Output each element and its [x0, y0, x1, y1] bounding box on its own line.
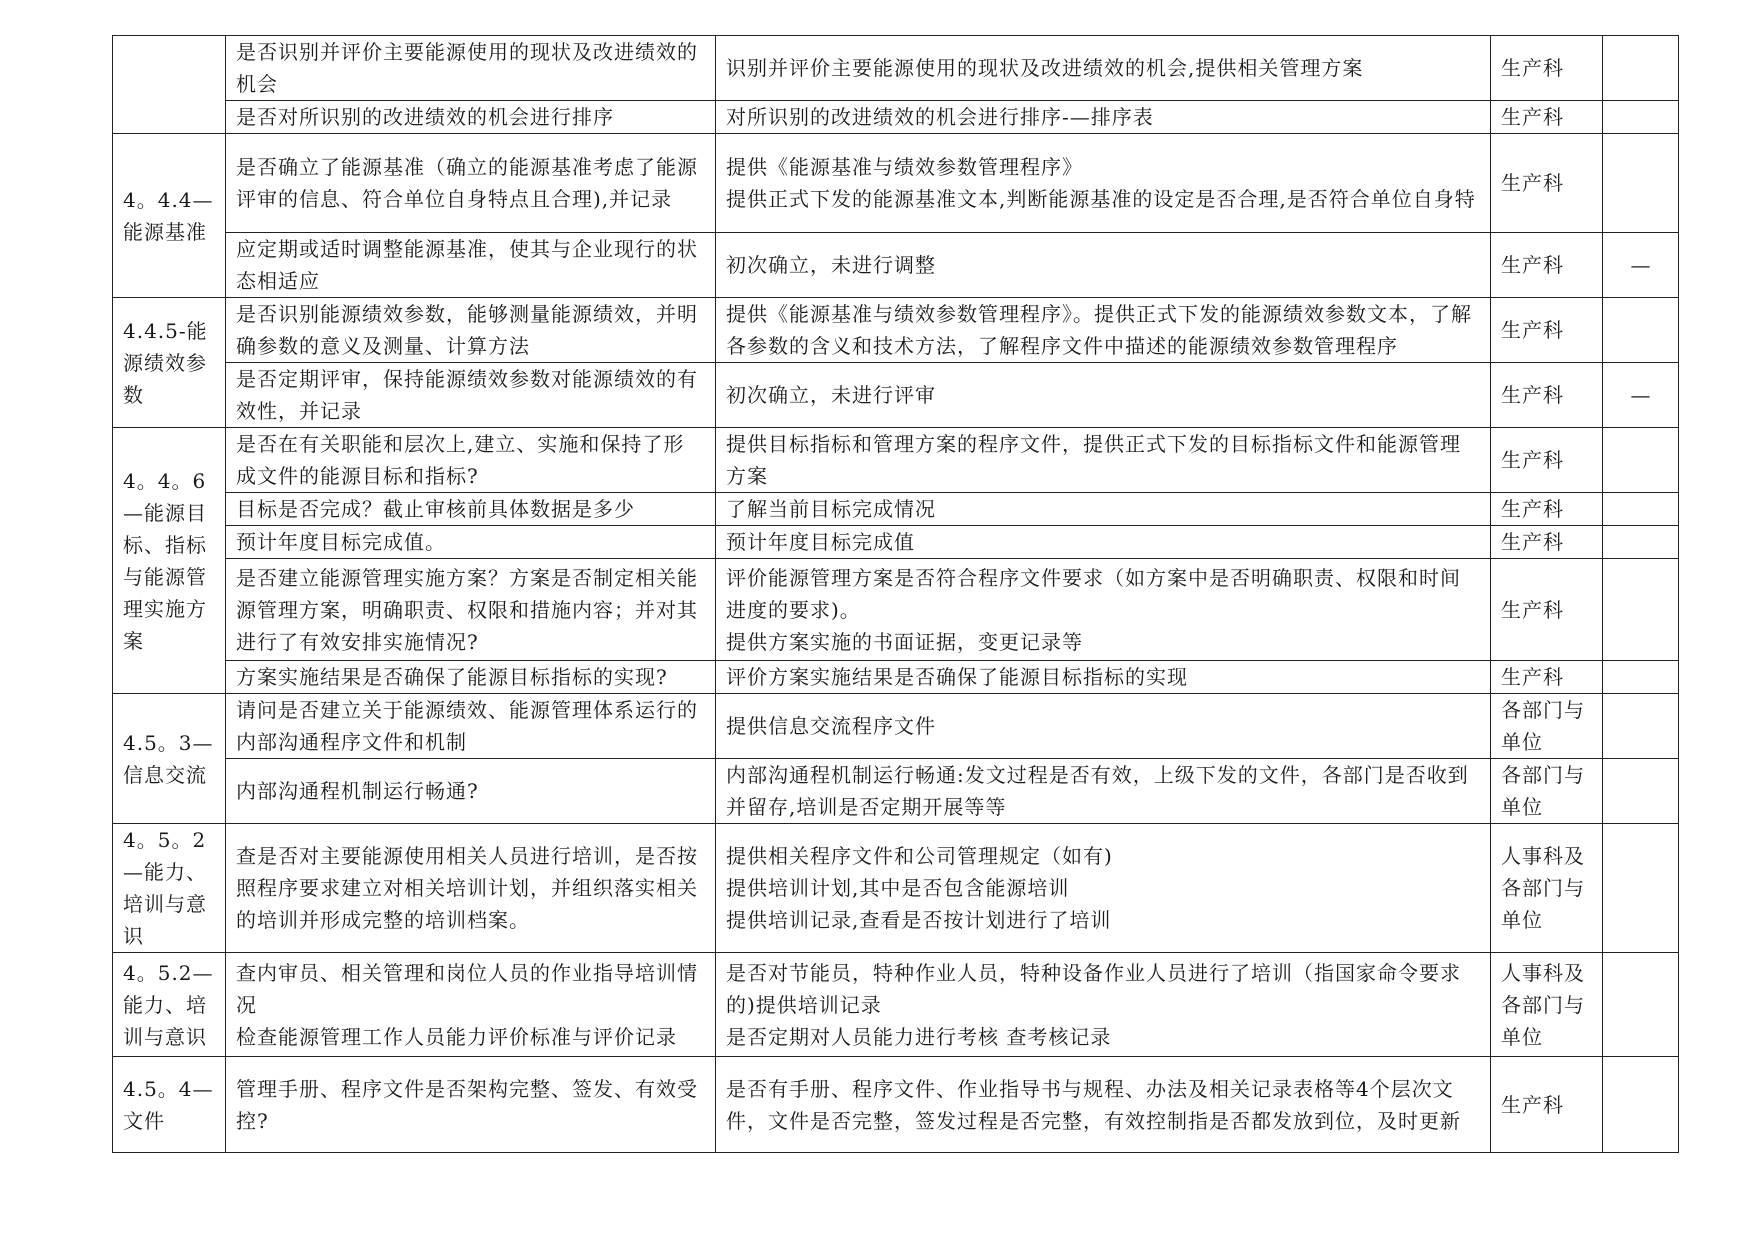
dept-cell: 生产科	[1491, 134, 1603, 233]
mark-cell	[1603, 36, 1679, 101]
evidence-cell	[716, 428, 1491, 493]
mark-cell	[1603, 953, 1679, 1057]
evidence-cell	[716, 1057, 1491, 1153]
question-cell: 请问是否建立关于能源绩效、能源管理体系运行的内部沟通程序文件和机制	[226, 694, 716, 759]
table-row	[113, 428, 1679, 493]
evidence-line: 提供培训记录,查看是否按计划进行了培训	[726, 908, 1112, 932]
evidence-line: 提供正式下发的能源基准文本,判断能源基准的设定是否合理,是否符合单位自身特	[726, 187, 1476, 211]
mark-cell	[1603, 694, 1679, 759]
evidence-line: 提供培训计划,其中是否包含能源培训	[726, 876, 1070, 900]
mark-cell	[1603, 101, 1679, 134]
dept-cell: 生产科	[1491, 298, 1603, 363]
question-cell: 管理手册、程序文件是否架构完整、签发、有效受控?	[226, 1057, 716, 1153]
evidence-line: 评价方案实施结果是否确保了能源目标指标的实现	[726, 665, 1188, 689]
mark-cell	[1603, 428, 1679, 493]
question-cell: 是否在有关职能和层次上,建立、实施和保持了形成文件的能源目标和指标?	[226, 428, 716, 493]
evidence-cell	[716, 36, 1491, 101]
table-row	[113, 298, 1679, 363]
table-row	[113, 233, 1679, 298]
evidence-line: 提供《能源基准与绩效参数管理程序》。提供正式下发的能源绩效参数文本，了解各参数的含义和技术方法，了解程序文件中描述的能源绩效参数管理程序	[726, 302, 1472, 358]
evidence-cell	[716, 824, 1491, 953]
mark-cell	[1603, 759, 1679, 824]
table-row	[113, 101, 1679, 134]
clause-cell	[113, 36, 226, 134]
table-row	[113, 526, 1679, 559]
table-row	[113, 1057, 1679, 1153]
mark-cell	[1603, 526, 1679, 559]
evidence-cell	[716, 953, 1491, 1057]
table-row	[113, 759, 1679, 824]
evidence-cell	[716, 101, 1491, 134]
question-cell: 查是否对主要能源使用相关人员进行培训，是否按照程序要求建立对相关培训计划，并组织落实相关的培训并形成完整的培训档案。	[226, 824, 716, 953]
mark-cell	[1603, 824, 1679, 953]
table-row	[113, 363, 1679, 428]
question-cell: 是否定期评审，保持能源绩效参数对能源绩效的有效性，并记录	[226, 363, 716, 428]
mark-cell	[1603, 298, 1679, 363]
question-cell: 查内审员、相关管理和岗位人员的作业指导培训情况 检查能源管理工作人员能力评价标准与评价记录	[226, 953, 716, 1057]
evidence-line: 对所识别的改进绩效的机会进行排序-—排序表	[726, 105, 1154, 129]
question-cell: 是否确立了能源基准（确立的能源基准考虑了能源评审的信息、符合单位自身特点且合理),并记录	[226, 134, 716, 233]
table-row	[113, 824, 1679, 953]
mark-cell	[1603, 493, 1679, 526]
audit-checklist	[112, 35, 1678, 1153]
question-cell: 预计年度目标完成值。	[226, 526, 716, 559]
table-row	[113, 559, 1679, 661]
evidence-line: 是否对节能员，特种作业人员，特种设备作业人员进行了培训（指国家命令要求的)提供培训记录	[726, 960, 1461, 1017]
evidence-cell	[716, 298, 1491, 363]
evidence-line: 提供信息交流程序文件	[726, 714, 936, 738]
table-row	[113, 36, 1679, 101]
clause-cell: 4。5.2—能力、培训与意识	[113, 953, 226, 1057]
evidence-line: 提供相关程序文件和公司管理规定（如有)	[726, 844, 1113, 868]
question-cell: 是否对所识别的改进绩效的机会进行排序	[226, 101, 716, 134]
question-cell: 目标是否完成？截止审核前具体数据是多少	[226, 493, 716, 526]
table-row	[113, 661, 1679, 694]
clause-cell: 4.4.5-能源绩效参数	[113, 298, 226, 428]
dept-cell: 各部门与单位	[1491, 759, 1603, 824]
evidence-cell	[716, 559, 1491, 661]
mark-cell: —	[1603, 363, 1679, 428]
evidence-line: 提供目标指标和管理方案的程序文件，提供正式下发的目标指标文件和能源管理方案	[726, 432, 1461, 488]
evidence-line: 是否有手册、程序文件、作业指导书与规程、办法及相关记录表格等4个层次文件，文件是否完整，签发过程是否完整，有效控制指是否都发放到位，及时更新	[726, 1076, 1461, 1133]
dept-cell: 生产科	[1491, 661, 1603, 694]
evidence-cell	[716, 233, 1491, 298]
clause-cell: 4。4。6—能源目标、指标与能源管理实施方案	[113, 428, 226, 694]
evidence-line: 评价能源管理方案是否符合程序文件要求（如方案中是否明确职责、权限和时间进度的要求)。	[726, 565, 1461, 622]
evidence-cell	[716, 526, 1491, 559]
evidence-cell	[716, 134, 1491, 233]
dept-cell: 生产科	[1491, 36, 1603, 101]
dept-cell: 各部门与单位	[1491, 694, 1603, 759]
question-cell: 内部沟通程机制运行畅通?	[226, 759, 716, 824]
clause-cell: 4。5。2—能力、培训与意识	[113, 824, 226, 953]
evidence-line: 是否定期对人员能力进行考核 查考核记录	[726, 1024, 1112, 1049]
evidence-line: 初次确立，未进行评审	[726, 383, 936, 407]
question-cell: 方案实施结果是否确保了能源目标指标的实现?	[226, 661, 716, 694]
clause-cell: 4.5。3—信息交流	[113, 694, 226, 824]
question-cell: 是否识别并评价主要能源使用的现状及改进绩效的机会	[226, 36, 716, 101]
question-cell: 是否建立能源管理实施方案？方案是否制定相关能源管理方案，明确职责、权限和措施内容；并对其进行了有效安排实施情况?	[226, 559, 716, 661]
table-row	[113, 953, 1679, 1057]
dept-cell: 生产科	[1491, 428, 1603, 493]
mark-cell	[1603, 559, 1679, 661]
evidence-cell	[716, 493, 1491, 526]
dept-cell: 人事科及各部门与单位	[1491, 953, 1603, 1057]
mark-cell	[1603, 661, 1679, 694]
mark-cell	[1603, 1057, 1679, 1153]
evidence-line: 提供方案实施的书面证据，变更记录等	[726, 629, 1083, 654]
evidence-line: 了解当前目标完成情况	[726, 497, 936, 521]
evidence-line: 初次确立，未进行调整	[726, 253, 936, 277]
dept-cell: 人事科及各部门与单位	[1491, 824, 1603, 953]
question-cell: 应定期或适时调整能源基准，使其与企业现行的状态相适应	[226, 233, 716, 298]
table-row	[113, 493, 1679, 526]
mark-cell	[1603, 134, 1679, 233]
dept-cell: 生产科	[1491, 493, 1603, 526]
evidence-cell	[716, 759, 1491, 824]
clause-cell: 4。4.4—能源基准	[113, 134, 226, 298]
dept-cell: 生产科	[1491, 526, 1603, 559]
clause-cell: 4.5。4—文件	[113, 1057, 226, 1153]
dept-cell: 生产科	[1491, 101, 1603, 134]
evidence-cell	[716, 661, 1491, 694]
table-row	[113, 134, 1679, 233]
dept-cell: 生产科	[1491, 559, 1603, 661]
table-row	[113, 694, 1679, 759]
evidence-line: 识别并评价主要能源使用的现状及改进绩效的机会,提供相关管理方案	[726, 56, 1364, 80]
evidence-line: 内部沟通程机制运行畅通:发文过程是否有效，上级下发的文件，各部门是否收到并留存,培训是否定期开展等等	[726, 763, 1469, 819]
dept-cell: 生产科	[1491, 233, 1603, 298]
evidence-line: 提供《能源基准与绩效参数管理程序》	[726, 155, 1083, 179]
mark-cell: —	[1603, 233, 1679, 298]
evidence-line: 预计年度目标完成值	[726, 530, 915, 554]
evidence-cell	[716, 363, 1491, 428]
dept-cell: 生产科	[1491, 363, 1603, 428]
dept-cell: 生产科	[1491, 1057, 1603, 1153]
question-cell: 是否识别能源绩效参数，能够测量能源绩效，并明确参数的意义及测量、计算方法	[226, 298, 716, 363]
audit-table	[112, 35, 1679, 1153]
evidence-cell	[716, 694, 1491, 759]
